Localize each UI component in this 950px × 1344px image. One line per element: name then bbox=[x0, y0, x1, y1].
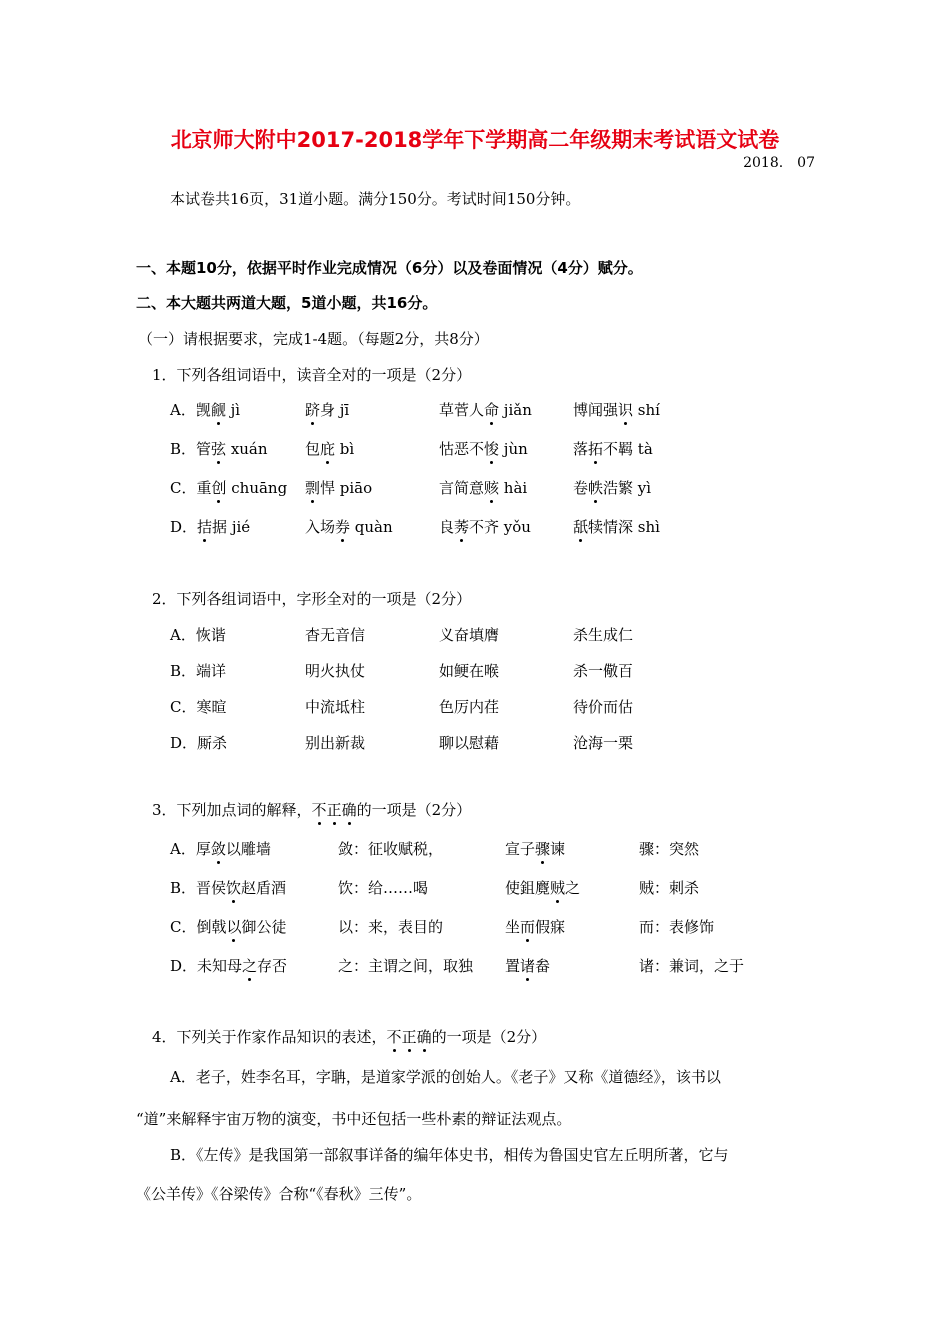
q1-option-cell: A．觊觎 jì bbox=[170, 401, 241, 419]
dotted-char: 骤 bbox=[535, 840, 551, 858]
q1-option-cell: 草菅人命 jiǎn bbox=[439, 401, 532, 419]
dotted-char: 而 bbox=[520, 918, 536, 936]
question-4-option-a-line2: “道”来解释宇宙万物的演变，书中还包括一些朴素的辩证法观点。 bbox=[136, 1110, 572, 1128]
q2-option-cell: 如鲠在喉 bbox=[439, 662, 500, 680]
q1-option-cell: 舐犊情深 shì bbox=[573, 518, 660, 536]
section-one-heading: 一、本题10分，依据平时作业完成情况（6分）以及卷面情况（4分）赋分。 bbox=[136, 259, 643, 277]
q2-option-cell: 别出新裁 bbox=[305, 734, 366, 752]
emphasis-dot-char: 确 bbox=[341, 801, 357, 819]
q2-option-cell: A．恢谐 bbox=[170, 626, 226, 644]
q3-option-cell: A．厚敛以雕墙 bbox=[170, 840, 271, 858]
dotted-char: 以 bbox=[226, 918, 242, 936]
question-4-option-a-line1: A．老子，姓李名耳，字聃，是道家学派的创始人。《老子》又称《道德经》，该书以 bbox=[170, 1068, 721, 1086]
question-4-stem-pre: 4．下列关于作家作品知识的表述， bbox=[152, 1028, 387, 1046]
exam-date: 2018. 07 bbox=[743, 155, 815, 171]
dotted-char: 帙 bbox=[588, 479, 604, 497]
q3-option-cell: B．晋侯饮赵盾酒 bbox=[170, 879, 287, 897]
question-4-option-b-line1: B．《左传》是我国第一部叙事详备的编年体史书，相传为鲁国史官左丘明所著，它与 bbox=[170, 1146, 729, 1164]
section-two-heading: 二、本大题共两道大题，5道小题，共16分。 bbox=[136, 294, 438, 312]
q3-option-cell: 而：表修饰 bbox=[639, 918, 715, 936]
q3-option-cell: 诸：兼词，之于 bbox=[639, 957, 745, 975]
emphasis-dot-char: 正 bbox=[401, 1028, 417, 1046]
q3-option-cell: C．倒戟以御公徒 bbox=[170, 918, 287, 936]
q1-option-cell: 怙恶不悛 jùn bbox=[439, 440, 528, 458]
q1-option-cell: B．管弦 xuán bbox=[170, 440, 268, 458]
q2-option-cell: C．寒暄 bbox=[170, 698, 227, 716]
q3-option-cell: 敛：征收赋税， bbox=[338, 840, 444, 858]
dotted-char: 跻 bbox=[305, 401, 321, 419]
dotted-char: 饮 bbox=[226, 879, 242, 897]
dotted-char: 莠 bbox=[454, 518, 470, 536]
q1-option-cell: D．拮据 jié bbox=[170, 518, 251, 536]
q3-option-cell: 坐而假寐 bbox=[505, 918, 566, 936]
dotted-char: 拮 bbox=[197, 518, 213, 536]
question-4-stem-post: 的一项是（2分） bbox=[431, 1028, 547, 1046]
subsection-one-heading: （一）请根据要求，完成1-4题。（每题2分，共8分） bbox=[138, 330, 489, 348]
q3-option-cell: 之：主谓之间，取独 bbox=[338, 957, 474, 975]
dotted-char: 剽 bbox=[305, 479, 321, 497]
dotted-char: 觎 bbox=[210, 401, 226, 419]
question-4-option-b-line2: 《公羊传》《谷梁传》合称“《春秋》三传”。 bbox=[136, 1185, 422, 1203]
q1-option-cell: 良莠不齐 yǒu bbox=[439, 518, 531, 536]
q2-option-cell: 明火执仗 bbox=[305, 662, 366, 680]
q3-option-cell: D．未知母之存否 bbox=[170, 957, 288, 975]
dotted-char: 敛 bbox=[210, 840, 226, 858]
dotted-char: 庇 bbox=[320, 440, 336, 458]
q2-option-cell: 义奋填膺 bbox=[439, 626, 500, 644]
dotted-char: 命 bbox=[484, 401, 500, 419]
page-title: 北京师大附中2017-2018学年下学期高二年级期末考试语文试卷 bbox=[170, 128, 780, 152]
q3-option-cell: 贼：刺杀 bbox=[639, 879, 700, 897]
question-3-stem bbox=[152, 799, 471, 820]
emphasis-dot-char: 正 bbox=[326, 801, 342, 819]
emphasis-dot-char: 确 bbox=[416, 1028, 432, 1046]
dotted-char: 拓 bbox=[588, 440, 604, 458]
q1-option-cell: 卷帙浩繁 yì bbox=[573, 479, 652, 497]
q1-option-cell: 落拓不羁 tà bbox=[573, 440, 653, 458]
question-3-stem-post: 的一项是（2分） bbox=[356, 801, 472, 819]
dotted-char: 贼 bbox=[550, 879, 566, 897]
question-2-stem: 2．下列各组词语中，字形全对的一项是（2分） bbox=[152, 590, 472, 608]
dotted-char: 赅 bbox=[484, 479, 500, 497]
q1-option-cell: C．重创 chuāng bbox=[170, 479, 288, 497]
q3-option-cell: 宣子骤谏 bbox=[505, 840, 566, 858]
dotted-char: 之 bbox=[242, 957, 258, 975]
q1-option-cell: 跻身 jī bbox=[305, 401, 350, 419]
q3-option-cell: 饮：给……喝 bbox=[338, 879, 429, 897]
dotted-char: 券 bbox=[335, 518, 351, 536]
q2-option-cell: 中流坻柱 bbox=[305, 698, 366, 716]
q2-option-cell: B．端详 bbox=[170, 662, 227, 680]
dotted-char: 诸 bbox=[520, 957, 536, 975]
dotted-char: 舐 bbox=[573, 518, 589, 536]
emphasis-dot-char: 不 bbox=[311, 801, 327, 819]
q1-option-cell: 剽悍 piāo bbox=[305, 479, 373, 497]
q1-option-cell: 入场券 quàn bbox=[305, 518, 393, 536]
question-4-stem-dotted bbox=[387, 1028, 432, 1046]
q3-option-cell: 骤：突然 bbox=[639, 840, 700, 858]
q2-option-cell: D．厮杀 bbox=[170, 734, 228, 752]
q3-option-cell: 使鉏麑贼之 bbox=[505, 879, 581, 897]
q3-option-cell: 以：来，表目的 bbox=[338, 918, 444, 936]
q1-option-cell: 博闻强识 shí bbox=[573, 401, 660, 419]
q2-option-cell: 聊以慰藉 bbox=[439, 734, 500, 752]
dotted-char: 弦 bbox=[211, 440, 227, 458]
question-3-stem-pre: 3．下列加点词的解释， bbox=[152, 801, 312, 819]
question-3-stem-dotted bbox=[312, 801, 357, 819]
dotted-char: 悛 bbox=[484, 440, 500, 458]
question-1-stem: 1．下列各组词语中，读音全对的一项是（2分） bbox=[152, 366, 472, 384]
q2-option-cell: 待价而估 bbox=[573, 698, 634, 716]
q2-option-cell: 杀一儆百 bbox=[573, 662, 634, 680]
dotted-char: 创 bbox=[211, 479, 227, 497]
q2-option-cell: 沧海一栗 bbox=[573, 734, 634, 752]
question-4-stem bbox=[152, 1026, 546, 1047]
q1-option-cell: 言简意赅 hài bbox=[439, 479, 528, 497]
q2-option-cell: 色厉内荏 bbox=[439, 698, 500, 716]
q2-option-cell: 杀生成仁 bbox=[573, 626, 634, 644]
q3-option-cell: 置诸畚 bbox=[505, 957, 551, 975]
emphasis-dot-char: 不 bbox=[386, 1028, 402, 1046]
dotted-char: 识 bbox=[618, 401, 634, 419]
q1-option-cell: 包庇 bì bbox=[305, 440, 355, 458]
q2-option-cell: 杳无音信 bbox=[305, 626, 366, 644]
intro-text: 本试卷共16页，31道小题。满分150分。考试时间150分钟。 bbox=[170, 190, 581, 208]
